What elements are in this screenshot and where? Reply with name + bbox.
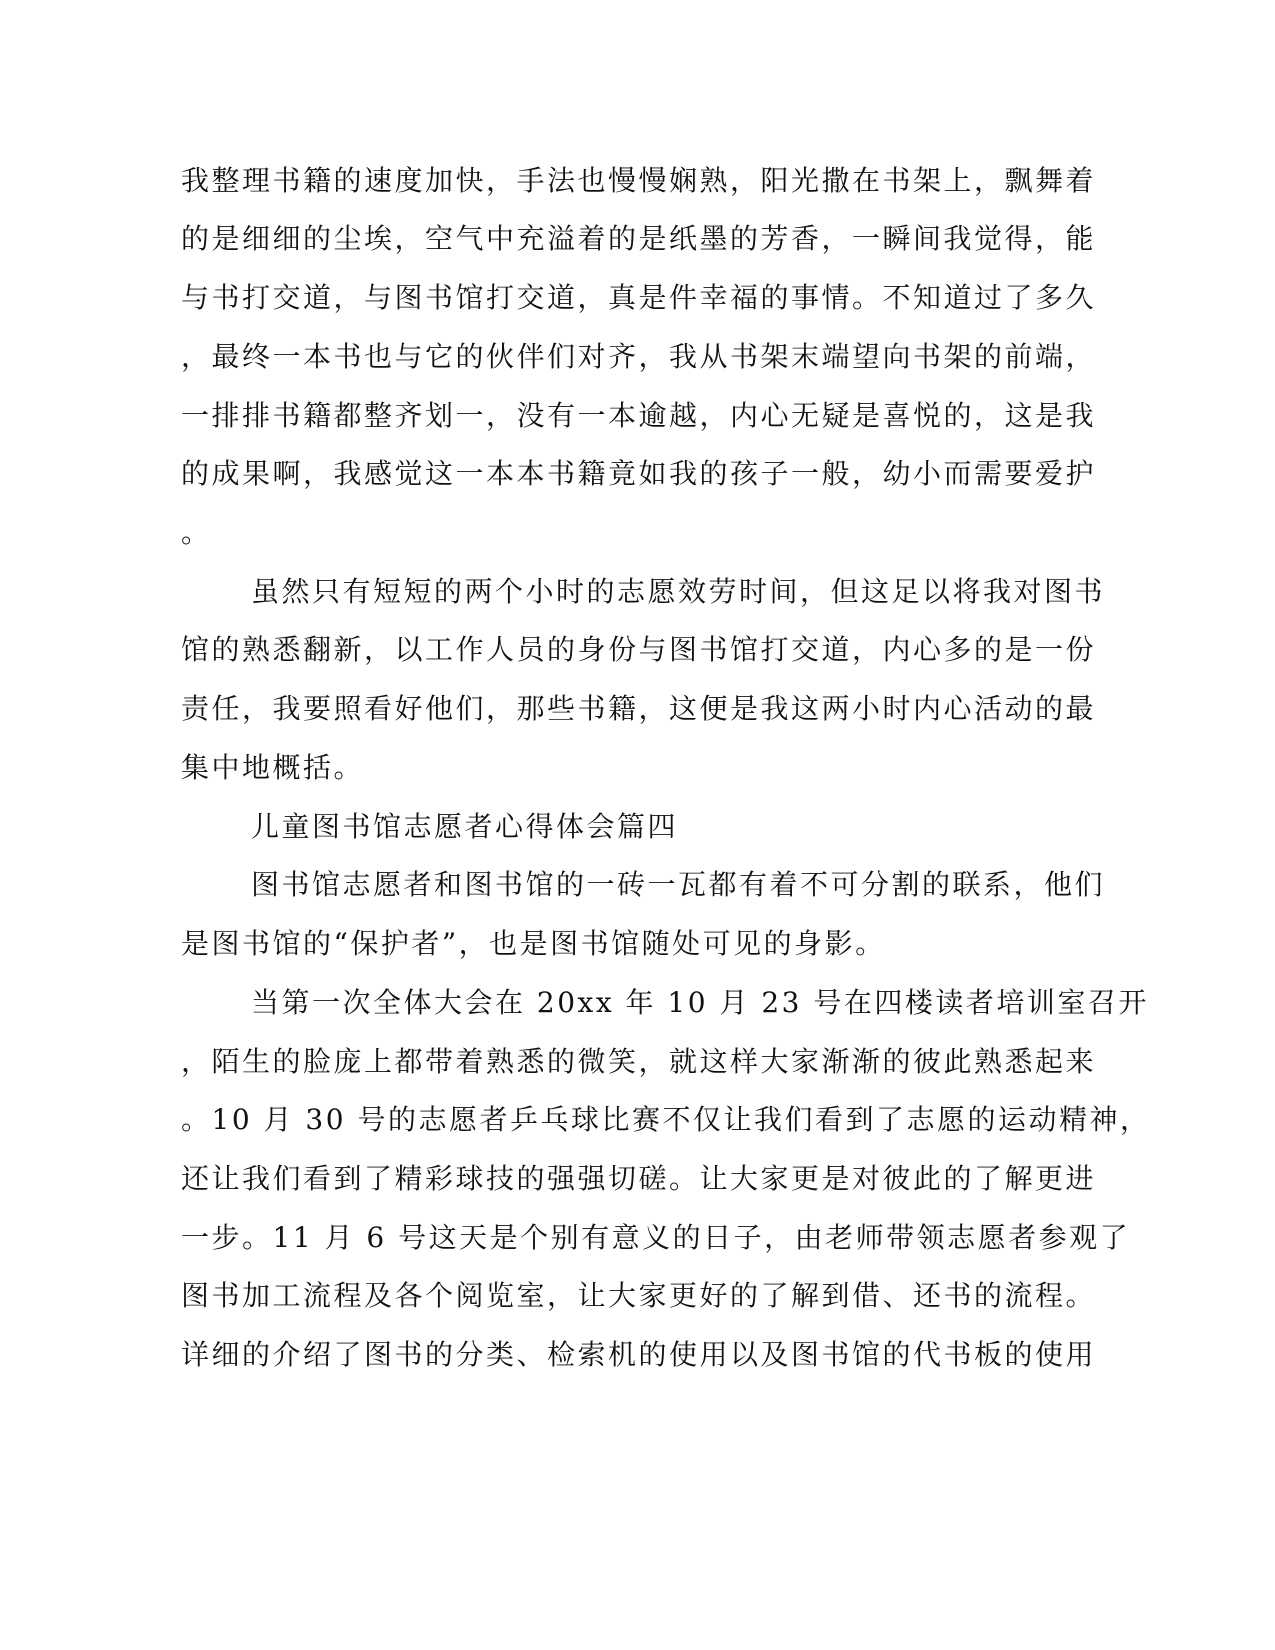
text-line-20: 图书加工流程及各个阅览室，让大家更好的了解到借、还书的流程。: [181, 1279, 1097, 1312]
text-line-18: 还让我们看到了精彩球技的强强切磋。让大家更是对彼此的了解更进: [181, 1162, 1097, 1195]
text-line-7: 。: [181, 516, 212, 549]
text-line-1: 我整理书籍的速度加快，手法也慢慢娴熟，阳光撒在书架上，飘舞着: [181, 164, 1097, 197]
text-line-16: ，陌生的脸庞上都带着熟悉的微笑，就这样大家渐渐的彼此熟悉起来: [181, 1045, 1097, 1078]
text-line-8: 虽然只有短短的两个小时的志愿效劳时间，但这足以将我对图书: [251, 575, 1106, 608]
text-line-13: 图书馆志愿者和图书馆的一砖一瓦都有着不可分割的联系，他们: [251, 868, 1106, 901]
section-heading: 儿童图书馆志愿者心得体会篇四: [251, 810, 679, 843]
text-line-3: 与书打交道，与图书馆打交道，真是件幸福的事情。不知道过了多久: [181, 281, 1097, 314]
text-line-5: 一排排书籍都整齐划一，没有一本逾越，内心无疑是喜悦的，这是我: [181, 399, 1097, 432]
text-line-2: 的是细细的尘埃，空气中充溢着的是纸墨的芳香，一瞬间我觉得，能: [181, 222, 1097, 255]
text-line-11: 集中地概括。: [181, 751, 365, 784]
text-line-4: ，最终一本书也与它的伙伴们对齐，我从书架末端望向书架的前端，: [181, 340, 1097, 373]
text-line-14: 是图书馆的“保护者”，也是图书馆随处可见的身影。: [181, 927, 886, 960]
text-line-9: 馆的熟悉翻新，以工作人员的身份与图书馆打交道，内心多的是一份: [181, 633, 1097, 666]
text-line-17: 。10 月 30 号的志愿者乒乓球比赛不仅让我们看到了志愿的运动精神，: [181, 1103, 1151, 1136]
text-line-6: 的成果啊，我感觉这一本本书籍竟如我的孩子一般，幼小而需要爱护: [181, 457, 1097, 490]
text-line-15: 当第一次全体大会在 20xx 年 10 月 23 号在四楼读者培训室召开: [251, 986, 1149, 1019]
text-line-10: 责任，我要照看好他们，那些书籍，这便是我这两小时内心活动的最: [181, 692, 1097, 725]
text-line-21: 详细的介绍了图书的分类、检索机的使用以及图书馆的代书板的使用: [181, 1338, 1097, 1371]
text-line-19: 一步。11 月 6 号这天是个别有意义的日子，由老师带领志愿者参观了: [181, 1221, 1131, 1254]
